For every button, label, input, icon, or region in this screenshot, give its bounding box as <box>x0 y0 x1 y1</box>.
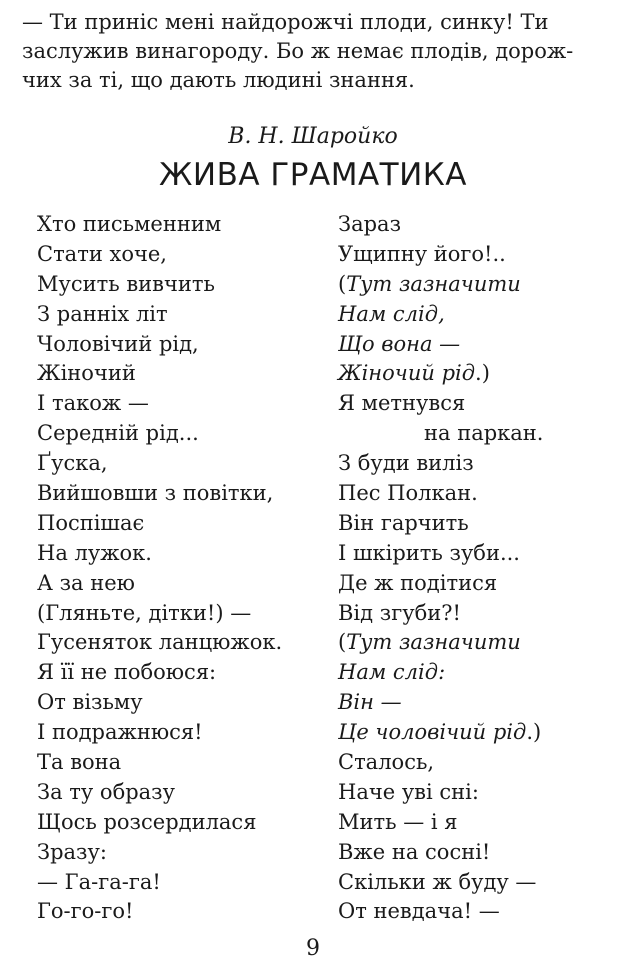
verse-line <box>338 389 608 419</box>
intro-line: заслужив винагороду. Бо ж немає плодів, дорож- <box>22 39 574 63</box>
verse-line <box>338 838 608 868</box>
verse-line: Стати хоче, <box>37 241 167 266</box>
verse-line <box>338 778 608 808</box>
verse-line <box>338 479 608 509</box>
italic-note: Нам слід, <box>338 301 445 326</box>
verse-line: Ґуска, <box>37 451 108 476</box>
poem-right-column <box>338 210 608 927</box>
verse-line <box>338 300 608 330</box>
italic-note: Що вона — <box>338 331 461 356</box>
verse-line: Поспішає <box>37 510 145 535</box>
verse-line <box>338 419 608 449</box>
italic-note: Це чоловічий рід <box>338 720 527 745</box>
intro-paragraph <box>22 8 598 95</box>
verse-text: Скільки ж буду — <box>338 869 537 894</box>
verse-line: І також — <box>37 391 149 416</box>
verse-text: З буди виліз <box>338 451 474 476</box>
verse-line: Чоловічий рід, <box>37 331 199 356</box>
verse-text: ( <box>338 271 347 296</box>
verse-text: Пес Полкан. <box>338 481 478 506</box>
verse-line: От візьму <box>37 690 143 715</box>
verse-text: Зараз <box>338 212 402 236</box>
verse-line: Хто письменним <box>37 212 222 236</box>
verse-line <box>338 449 608 479</box>
verse-line <box>338 658 608 688</box>
verse-line: (Гляньте, дітки!) — <box>37 600 252 625</box>
italic-note: Жіночий рід <box>338 361 476 386</box>
verse-line: Та вона <box>37 750 122 775</box>
poem-title: ЖИВА ГРАМАТИКА <box>158 157 467 193</box>
verse-line <box>338 539 608 569</box>
verse-line: А за нею <box>37 570 135 595</box>
verse-line <box>338 718 608 748</box>
verse-line <box>338 210 608 240</box>
verse-line <box>338 359 608 389</box>
verse-line <box>338 270 608 300</box>
verse-line <box>338 509 608 539</box>
verse-line: Го-го-го! <box>37 899 134 924</box>
verse-line: Зразу: <box>37 839 107 864</box>
verse-text: От невдача! — <box>338 899 500 924</box>
verse-line <box>338 330 608 360</box>
verse-text: Сталось, <box>338 750 435 775</box>
verse-text: на паркан. <box>424 421 544 446</box>
verse-text: Ущипну його!.. <box>338 241 506 266</box>
verse-line: Вийшовши з повітки, <box>37 481 274 506</box>
page-number: 9 <box>306 936 320 961</box>
verse-line: Мусить вивчить <box>37 271 215 296</box>
verse-text: Мить — і я <box>338 809 458 834</box>
verse-line <box>338 748 608 778</box>
verse-text: Наче уві сні: <box>338 779 479 804</box>
poem-left-column <box>37 210 327 927</box>
verse-text: ( <box>338 630 347 655</box>
verse-line: З ранніх літ <box>37 301 168 326</box>
verse-line: — Га-га-га! <box>37 869 161 894</box>
italic-note: Він — <box>338 690 402 715</box>
intro-line: чих за ті, що дають людині знання. <box>22 68 415 92</box>
verse-line <box>338 628 608 658</box>
verse-text: .) <box>526 720 542 745</box>
intro-line: — Ти приніс мені найдорожчі плоди, синку! Ти <box>22 10 549 34</box>
verse-line: Жіночий <box>37 361 136 386</box>
verse-text: Я метнувся <box>338 391 466 416</box>
italic-note: Тут зазначити <box>346 630 521 655</box>
verse-line <box>338 599 608 629</box>
verse-line: Гусеняток ланцюжок. <box>37 630 283 655</box>
verse-line: Я її не побоюся: <box>37 660 217 685</box>
verse-text: Він гарчить <box>338 510 469 535</box>
verse-text: Від згуби?! <box>338 600 461 625</box>
poem-author: В. Н. Шаройко <box>228 124 398 149</box>
verse-text: Де ж подітися <box>338 570 498 595</box>
verse-text: Вже на сосні! <box>338 839 491 864</box>
verse-line <box>338 808 608 838</box>
verse-line: На лужок. <box>37 540 152 565</box>
verse-line <box>338 240 608 270</box>
verse-line: І подражнюся! <box>37 720 203 745</box>
italic-note: Нам слід: <box>338 660 446 685</box>
verse-text: І шкірить зуби... <box>338 540 520 565</box>
verse-line <box>338 868 608 898</box>
verse-line <box>338 897 608 927</box>
verse-line: Середній рід... <box>37 421 199 446</box>
italic-note: Тут зазначити <box>346 271 521 296</box>
verse-line: За ту образу <box>37 779 175 804</box>
verse-text: .) <box>475 361 490 386</box>
verse-line <box>338 569 608 599</box>
verse-line: Щось розсердилася <box>37 809 257 834</box>
verse-line <box>338 688 608 718</box>
